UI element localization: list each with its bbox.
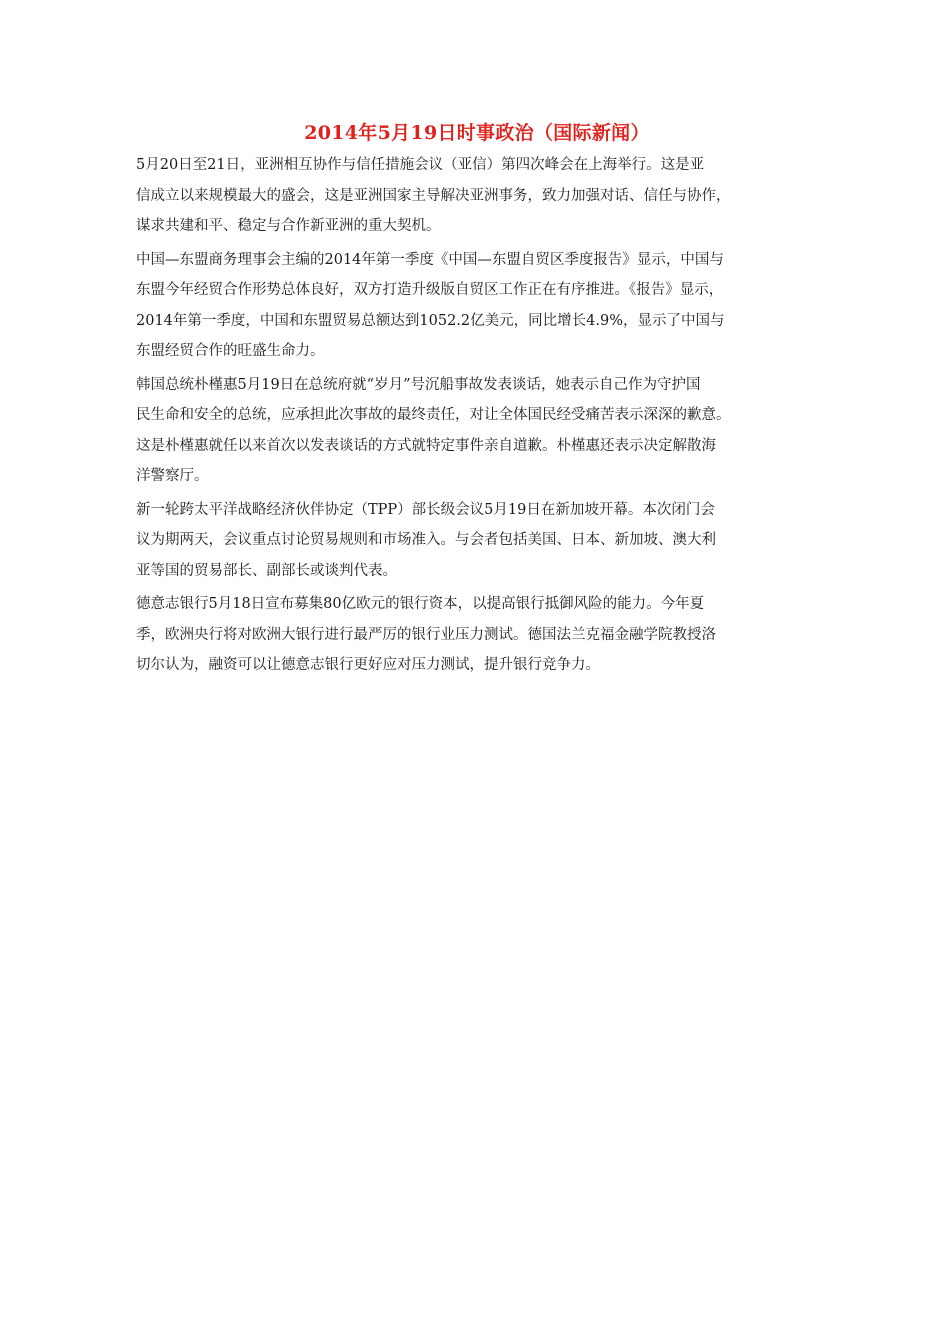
paragraph-line: 2014年第一季度，中国和东盟贸易总额达到1052.2亿美元，同比增长4.9%，显示了中国与 [136, 312, 725, 329]
paragraph-line: 德意志银行5月18日宣布募集80亿欧元的银行资本，以提高银行抵御风险的能力。今年夏 [136, 596, 705, 612]
paragraph-line: 谋求共建和平、稳定与合作新亚洲的重大契机。 [136, 218, 441, 234]
paragraph-line: 韩国总统朴槿惠5月19日在总统府就“岁月”号沉船事故发表谈话，她表示自己作为守护国 [136, 376, 701, 393]
paragraph-line: 东盟经贸合作的旺盛生命力。 [136, 343, 325, 359]
paragraph-line: 新一轮跨太平洋战略经济伙伴协定（TPP）部长级会议5月19日在新加坡开幕。本次闭门会 [136, 501, 715, 518]
paragraph-line: 这是朴槿惠就任以来首次以发表谈话的方式就特定事件亲自道歉。朴槿惠还表示决定解散海 [136, 437, 716, 454]
paragraph-line: 切尔认为，融资可以让德意志银行更好应对压力测试，提升银行竞争力。 [136, 657, 600, 673]
paragraph-line: 民生命和安全的总统，应承担此次事故的最终责任，对让全体国民经受痛苦表示深深的歉意。 [136, 407, 731, 423]
news-paragraph-korea [136, 370, 818, 492]
document-title: 2014年5月19日时事政治（国际新闻） [304, 122, 650, 144]
document-page [136, 118, 818, 684]
paragraph-line: 东盟今年经贸合作形势总体良好，双方打造升级版自贸区工作正在有序推进。《报告》显示， [136, 282, 724, 298]
paragraph-line: 议为期两天，会议重点讨论贸易规则和市场准入。与会者包括美国、日本、新加坡、澳大利 [136, 532, 716, 548]
paragraph-line: 5月20日至21日，亚洲相互协作与信任措施会议（亚信）第四次峰会在上海举行。这是亚 [136, 157, 705, 173]
news-paragraph-china-asean [136, 245, 818, 367]
paragraph-line: 季，欧洲央行将对欧洲大银行进行最严厉的银行业压力测试。德国法兰克福金融学院教授洛 [136, 626, 716, 643]
paragraph-line: 洋警察厅。 [136, 468, 209, 484]
news-paragraph-cica [136, 150, 818, 242]
paragraph-line: 信成立以来规模最大的盛会，这是亚洲国家主导解决亚洲事务，致力加强对话、信任与协作， [136, 187, 731, 204]
paragraph-line: 中国—东盟商务理事会主编的2014年第一季度《中国—东盟自贸区季度报告》显示，中国与 [136, 251, 724, 268]
news-paragraph-tpp [136, 495, 818, 587]
paragraph-line: 亚等国的贸易部长、副部长或谈判代表。 [136, 562, 397, 579]
news-paragraph-deutsche-bank [136, 589, 818, 681]
